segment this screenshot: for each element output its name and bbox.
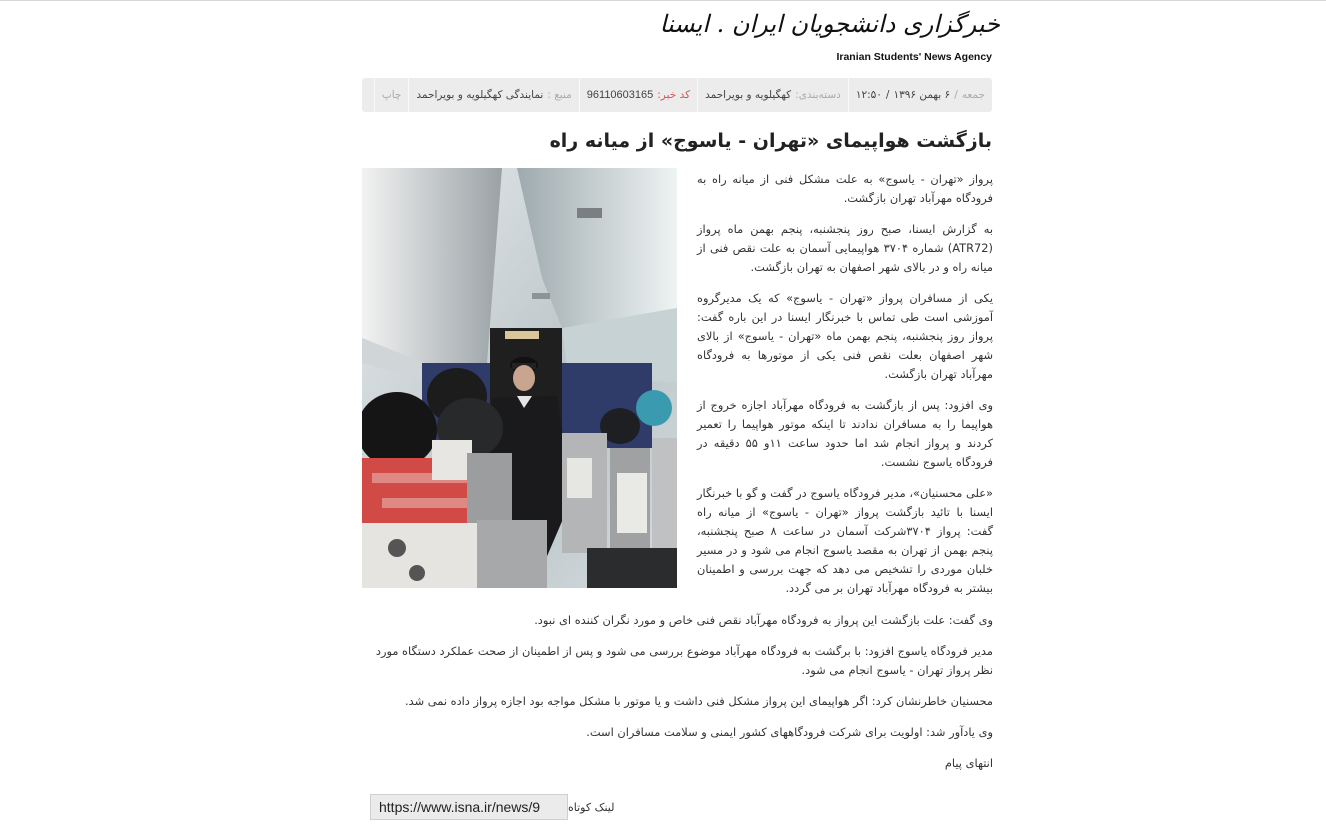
meta-news-code xyxy=(579,78,697,112)
article-paragraph: وی افزود: پس از بازگشت به فرودگاه مهرآباد اجازه خروج از هواپیما را به مسافران ندادند تا اینکه موتور هواپیما را تعمیر کردند و پرواز انجام شد اما حدود ساعت ۱۱و ۵۵ دقیقه در فرودگاه یاسوج نشست. xyxy=(697,398,994,469)
meta-date: ۶ بهمن ۱۳۹۶ xyxy=(893,89,951,101)
article-paragraph: محسنیان خاطرنشان کرد: اگر هواپیمای این پرواز مشکل فنی داشت و یا موتور با مشکل مواجه بود اجازه پرواز داده نمی شد. xyxy=(404,694,993,708)
meta-category xyxy=(697,78,848,112)
article-paragraph: وی یادآور شد: اولویت برای شرکت فرودگاههای کشور ایمنی و سلامت مسافران است. xyxy=(586,725,993,739)
short-link-row xyxy=(362,794,662,820)
article-paragraph: «علی محسنیان»، مدیر فرودگاه یاسوج در گفت و گو با خبرنگار ایسنا با تائید بازگشت پرواز «تهران - یاسوج» از میانه راه گفت: پرواز ۳۷۰۴شرکت آسمان در ساعت ۸ صبح پنجشنبه، پنجم بهمن از تهران به مقصد یاسوج انجام می شود و در مسیر خلبان موردی را تشخیص می دهد که جهت بررسی و اطمینان بیشتر به فرودگاه مهرآباد تهران بر می گردد. xyxy=(697,486,994,595)
meta-datetime xyxy=(848,78,992,112)
top-divider xyxy=(0,0,1326,1)
print-label[interactable]: چاپ xyxy=(381,89,402,101)
meta-separator: / xyxy=(954,89,958,101)
short-link-input[interactable]: https://www.isna.ir/news/9 xyxy=(370,794,568,820)
article-paragraph: وی گفت: علت بازگشت این پرواز به فرودگاه مهرآباد نقص فنی خاص و مورد نگران کننده ای نبود. xyxy=(534,613,993,627)
article-paragraph: مدیر فرودگاه یاسوج افزود: با برگشت به فرودگاه مهرآباد موضوع بررسی می شود و پس از اطمینان از صحت عملکرد دستگاه مورد نظر پرواز تهران - یاسوج انجام می شود. xyxy=(375,644,993,677)
article-meta-bar xyxy=(362,78,992,112)
print-button[interactable] xyxy=(374,78,409,112)
logo-english-wordmark: Iranian Students' News Agency xyxy=(836,51,992,63)
logo-persian-wordmark: خبرگزاری دانشجویان ایران . ایسنا xyxy=(659,10,1000,38)
article-paragraph: یکی از مسافران پرواز «تهران - یاسوج» که یک مدیرگروه آموزشی است طی تماس با خبرنگار ایسنا در این باره گفت: پرواز روز پنجشنبه، پنجم بهمن ماه «تهران - یاسوج» از بالای شهر اصفهان بعلت نقص فنی یکی از موتورها به فرودگاه مهرآباد تهران بازگشت. xyxy=(697,291,993,381)
meta-source-value: نمایندگی کهگیلویه و بویراحمد xyxy=(416,89,544,101)
meta-source-label: منبع : xyxy=(547,89,572,101)
meta-news-code-value: 96110603165 xyxy=(586,89,654,101)
meta-spacer xyxy=(360,78,374,112)
meta-category-label: دسته‌بندی: xyxy=(795,89,841,101)
article-paragraph: پرواز «تهران - یاسوج» به علت مشکل فنی از میانه راه به فرودگاه مهرآباد تهران بازگشت. xyxy=(697,172,993,205)
meta-time: ۱۲:۵۰ xyxy=(855,89,882,101)
meta-day: جمعه xyxy=(961,89,985,101)
meta-news-code-label: کد خبر: xyxy=(657,89,691,101)
article-photo[interactable] xyxy=(362,168,677,588)
article-body-side xyxy=(697,170,993,610)
meta-source xyxy=(408,78,578,112)
end-of-message: انتهای پیام xyxy=(944,756,993,770)
article-body-wide xyxy=(362,611,993,785)
site-logo[interactable] xyxy=(659,4,1000,68)
article-title: بازگشت هواپیمای «تهران - یاسوج» از میانه راه xyxy=(549,130,992,152)
short-link-label: لینک کوتاه xyxy=(568,800,615,814)
meta-separator: / xyxy=(885,89,890,101)
cabin-photo-illustration xyxy=(362,168,677,588)
article-paragraph: به گزارش ایسنا، صبح روز پنجشنبه، پنجم بهمن ماه پرواز (ATR72) شماره ۳۷۰۴ هواپیمایی آسمان به علت نقص فنی از میانه راه و در بالای شهر اصفهان به تهران بازگشت. xyxy=(697,222,993,274)
meta-category-link[interactable]: کهگیلویه و بویراحمد xyxy=(705,89,792,101)
